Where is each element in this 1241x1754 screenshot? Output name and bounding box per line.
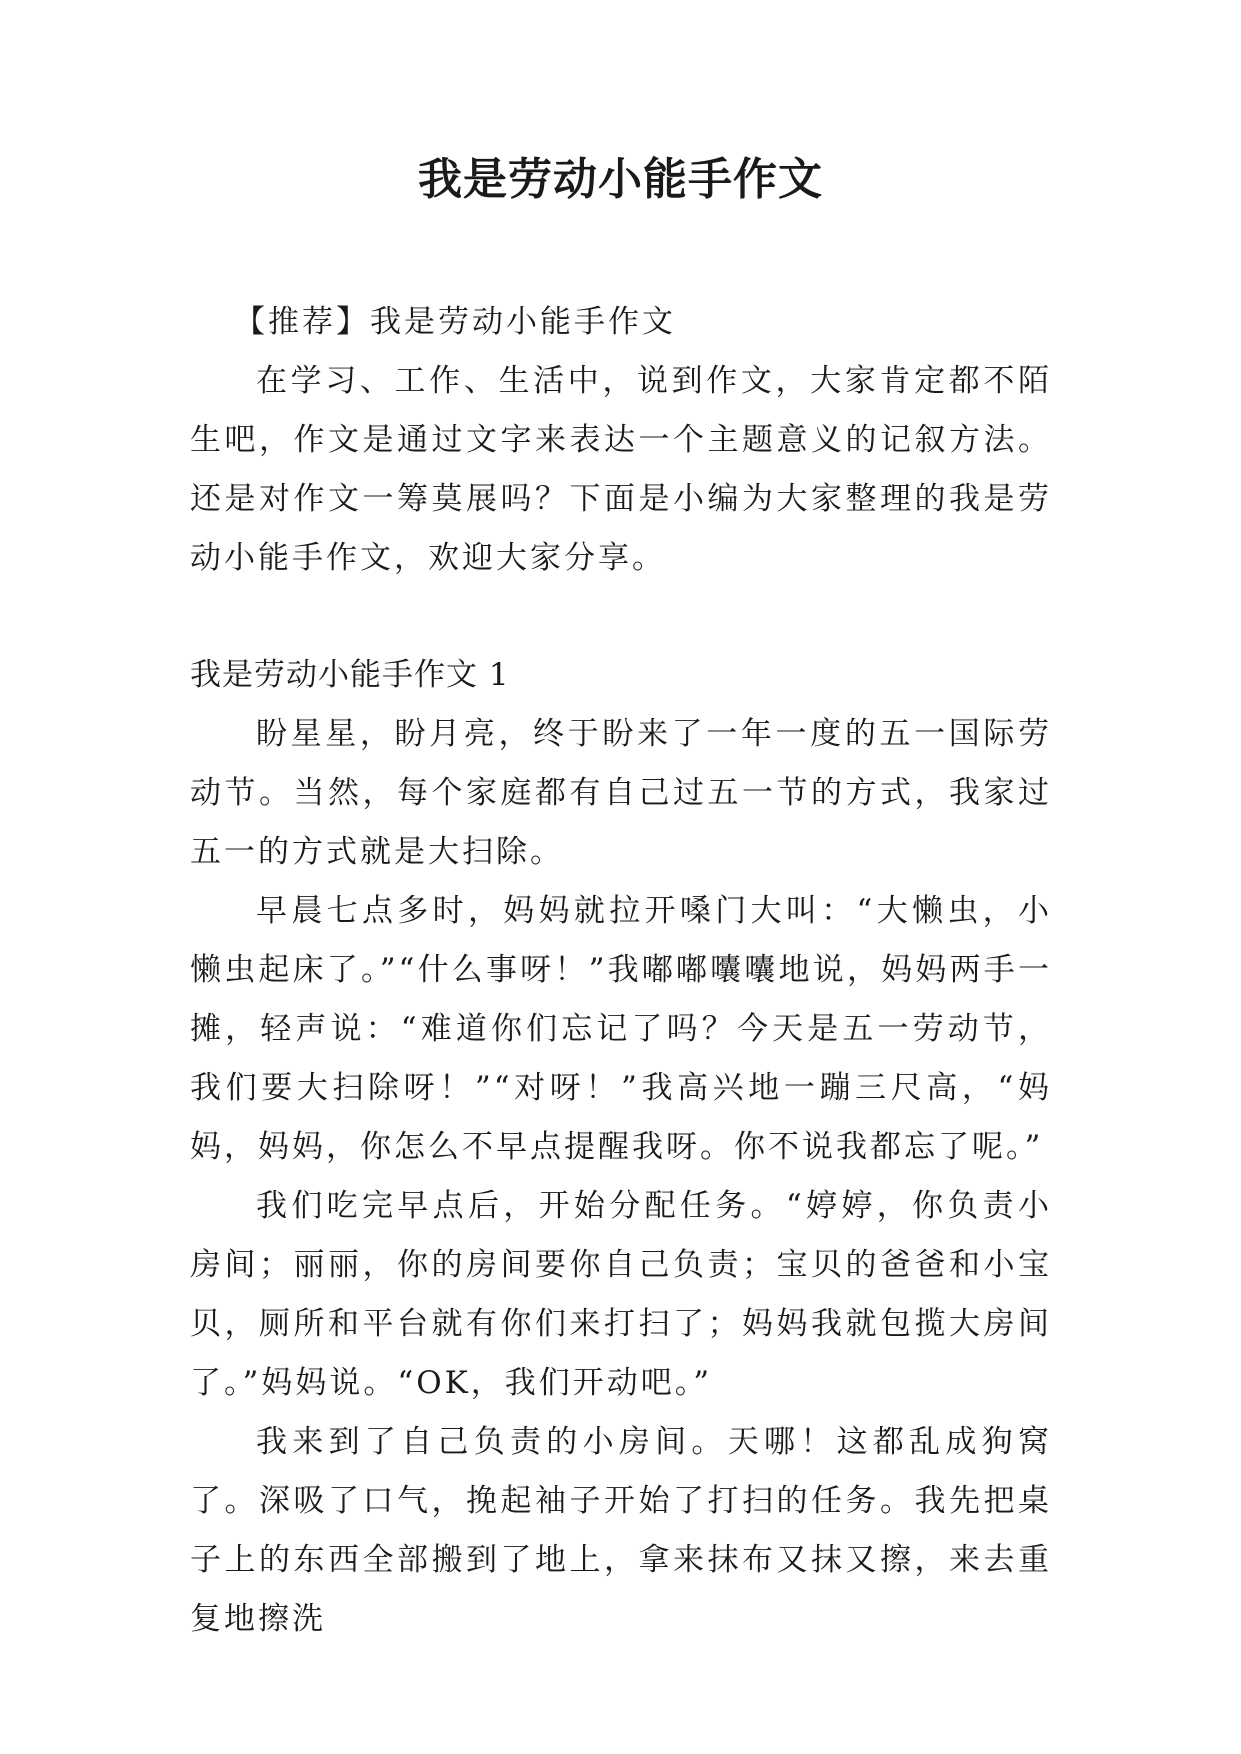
body-paragraph-1: 盼星星，盼月亮，终于盼来了一年一度的五一国际劳动节。当然，每个家庭都有自己过五一节的方式，我家过五一的方式就是大扫除。 — [190, 716, 1052, 870]
document-body — [190, 293, 1052, 1649]
intro-line: 【推荐】我是劳动小能手作文 — [234, 304, 676, 340]
section-heading: 我是劳动小能手作文 1 — [190, 657, 510, 693]
intro-paragraph: 在学习、工作、生活中，说到作文，大家肯定都不陌生吧，作文是通过文字来表达一个主题意义的记叙方法。还是对作文一筹莫展吗？下面是小编为大家整理的我是劳动小能手作文，欢迎大家分享。 — [190, 363, 1052, 576]
body-paragraph-2: 早晨七点多时，妈妈就拉开嗓门大叫：“大懒虫，小懒虫起床了。”“什么事呀！”我嘟嘟囔囔地说，妈妈两手一摊，轻声说：“难道你们忘记了吗？今天是五一劳动节，我们要大扫除呀！”“对呀！”我高兴地一蹦三尺高，“妈妈，妈妈，你怎么不早点提醒我呀。你不说我都忘了呢。” — [190, 893, 1052, 1165]
body-paragraph-4: 我来到了自己负责的小房间。天哪！这都乱成狗窝了。深吸了口气，挽起袖子开始了打扫的任务。我先把桌子上的东西全部搬到了地上，拿来抹布又抹又擦，来去重复地擦洗 — [190, 1424, 1052, 1637]
document-title: 我是劳动小能手作文 — [418, 154, 823, 205]
body-paragraph-3: 我们吃完早点后，开始分配任务。“婷婷，你负责小房间；丽丽，你的房间要你自己负责；宝贝的爸爸和小宝贝，厕所和平台就有你们来打扫了；妈妈我就包揽大房间了。”妈妈说。“OK，我们开动吧。” — [190, 1188, 1052, 1401]
